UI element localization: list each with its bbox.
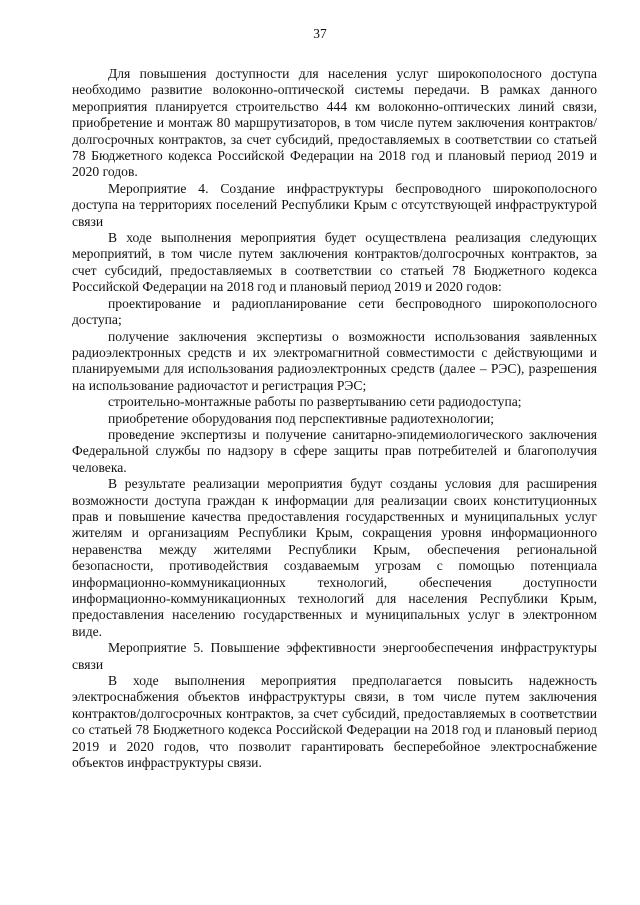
document-body [72, 66, 597, 771]
page-number: 37 [313, 26, 327, 41]
paragraph-measure-4-result: В результате реализации мероприятия будут созданы условия для расширения возможности доступа граждан к информации для реализации своих конституционных прав и повышение качества предоставления государственных и муниципальных услуг жителям и организациям Республики Крым, сокращения уровня информационного неравенства между жителями Республики Крым, обеспечения региональной безопасности, противодействия создаваемым угрозам с помощью потенциала информационно-коммуникационных технологий, обеспечения доступности информационно-коммуникационных технологий для населения Республики Крым, предоставления населению государственных и муниципальных услуг в электронном виде. [72, 476, 597, 639]
paragraph-measure-4-intro: В ходе выполнения мероприятия будет осуществлена реализация следующих мероприятий, в том числе путем заключения контрактов/долгосрочных контрактов, за счет субсидий, предоставляемых в соответствии со статьей 78 Бюджетного кодекса Российской Федерации на 2018 год и плановый период 2019 и 2020 годов: [72, 230, 597, 295]
paragraph-measure-5: В ходе выполнения мероприятия предполагается повысить надежность электроснабжения объектов инфраструктуры связи, в том числе путем заключения контрактов/долгосрочных контрактов, за счет субсидий, предоставляемых в соответствии со статьей 78 Бюджетного кодекса Российской Федерации на 2018 год и плановый период 2019 и 2020 годов, что позволит гарантировать бесперебойное электроснабжение объектов инфраструктуры связи. [72, 673, 597, 771]
list-item-design: проектирование и радиопланирование сети беспроводного широкополосного доступа; [72, 295, 597, 328]
paragraph-fiber-optic: Для повышения доступности для населения услуг широкополосного доступа необходимо развитие волоконно-оптической системы передачи. В рамках данного мероприятия планируется строительство 444 км волоконно-оптических линий связи, приобретение и монтаж 80 маршрутизаторов, в том числе путем заключения контрактов/долгосрочных контрактов, за счет субсидий, предоставляемых в соответствии со статьей 78 Бюджетного кодекса Российской Федерации на 2018 год и плановый период 2019 и 2020 годов. [72, 66, 597, 180]
list-item-sanitary: проведение экспертизы и получение санитарно-эпидемиологического заключения Федеральной службы по надзору в сфере защиты прав потребителей и благополучия человека. [72, 426, 597, 475]
list-item-expertise: получение заключения экспертизы о возможности использования заявленных радиоэлектронных средств и их электромагнитной совместимости с действующими и планируемыми для использования радиоэлектронных средств (далее – РЭС), разрешения на использование радиочастот и регистрация РЭС; [72, 328, 597, 393]
heading-measure-4: Мероприятие 4. Создание инфраструктуры беспроводного широкополосного доступа на территориях поселений Республики Крым с отсутствующей инфраструктурой связи [72, 180, 597, 229]
heading-measure-5: Мероприятие 5. Повышение эффективности энергообеспечения инфраструктуры связи [72, 640, 597, 672]
list-item-construction: строительно-монтажные работы по развертыванию сети радиодоступа; [108, 394, 522, 410]
list-item-equipment: приобретение оборудования под перспективные радиотехнологии; [108, 410, 495, 426]
